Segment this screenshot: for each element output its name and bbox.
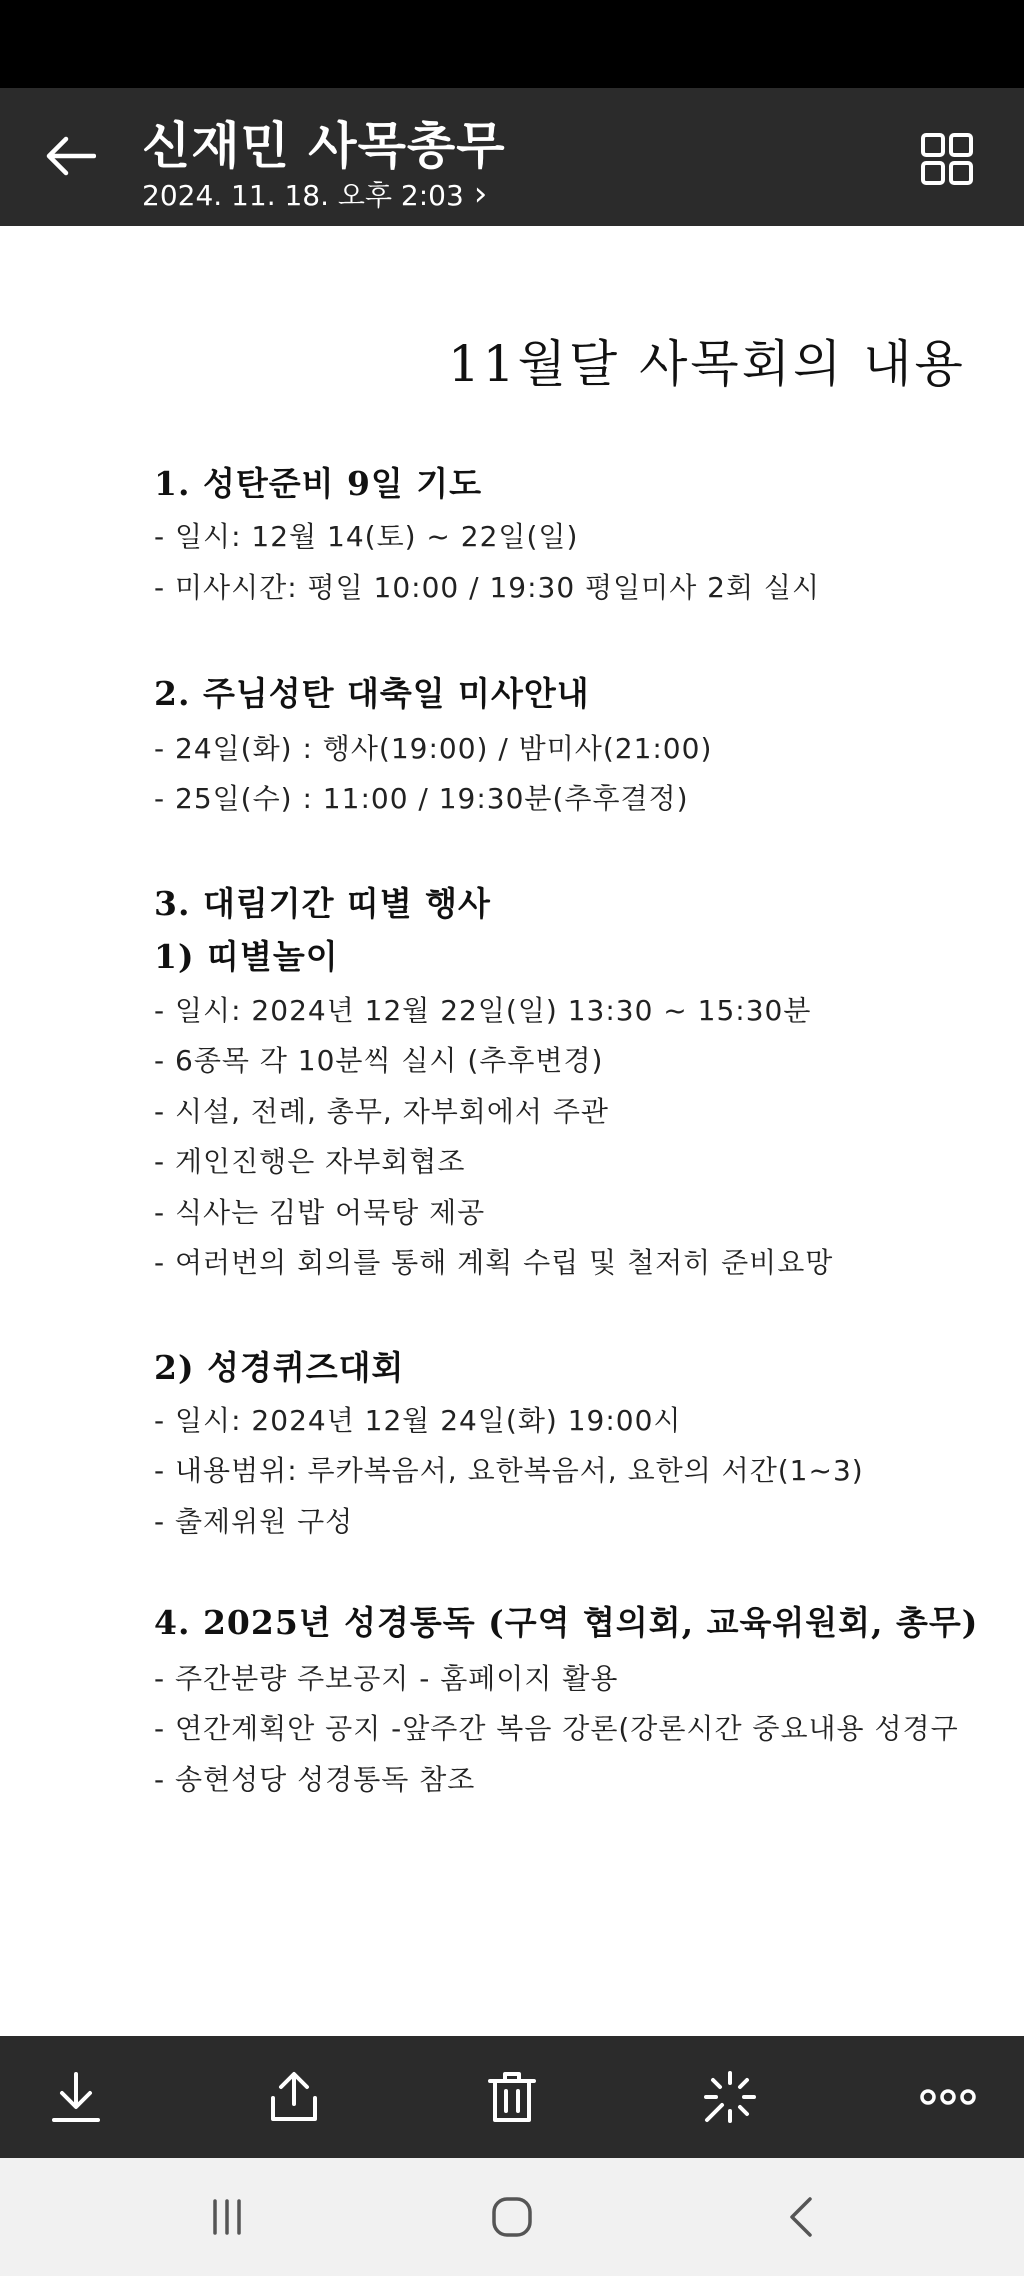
recents-icon: [207, 2197, 247, 2237]
share-button[interactable]: [258, 2061, 330, 2133]
status-bar: [0, 0, 1024, 88]
document-line: - 식사는 김밥 어묵탕 제공: [154, 1196, 486, 1229]
document-title: 11월달 사목회의 내용: [448, 335, 966, 393]
more-icon: [920, 2087, 976, 2107]
home-button[interactable]: [477, 2182, 547, 2252]
document-line: - 게인진행은 자부회협조: [154, 1145, 466, 1178]
recents-button[interactable]: [192, 2182, 262, 2252]
home-icon: [490, 2195, 534, 2239]
document-line: - 주간분량 주보공지 - 홈페이지 활용: [154, 1662, 619, 1695]
document-line: - 일시: 2024년 12월 22일(일) 13:30 ~ 15:30분: [154, 994, 812, 1027]
photo-datetime: 2024. 11. 18. 오후 2:03: [142, 179, 464, 212]
back-icon: [786, 2195, 816, 2239]
view-all-button[interactable]: [912, 124, 982, 194]
system-navigation-bar: [0, 2158, 1024, 2276]
sparkle-icon: [702, 2069, 758, 2125]
document-line: - 25일(수) : 11:00 / 19:30분(추후결정): [154, 782, 689, 815]
section-heading: 4. 2025년 성경통독 (구역 협의회, 교육위원회, 총무): [154, 1603, 979, 1642]
document-line: - 연간계획안 공지 -앞주간 복음 강론(강론시간 중요내용 성경구: [154, 1712, 959, 1745]
subsection-heading: 1) 띠별놀이: [154, 937, 339, 976]
document-line: - 출제위원 구성: [154, 1505, 354, 1538]
document-line: - 일시: 2024년 12월 24일(화) 19:00시: [154, 1404, 682, 1437]
download-icon: [51, 2070, 101, 2124]
document-line: - 미사시간: 평일 10:00 / 19:30 평일미사 2회 실시: [154, 571, 820, 604]
trash-icon: [487, 2069, 537, 2125]
back-button[interactable]: [34, 120, 106, 192]
arrow-left-icon: [44, 136, 96, 176]
effects-button[interactable]: [694, 2061, 766, 2133]
download-button[interactable]: [40, 2061, 112, 2133]
chevron-right-icon: ›: [473, 174, 488, 214]
grid-icon: [920, 132, 974, 186]
subsection-heading: 2) 성경퀴즈대회: [154, 1348, 405, 1387]
section-heading: 3. 대림기간 띠별 행사: [154, 884, 491, 923]
system-back-button[interactable]: [766, 2182, 836, 2252]
document-image[interactable]: [0, 226, 1024, 2036]
bottom-toolbar: [0, 2036, 1024, 2158]
page-title: 신재민 사목총무: [142, 117, 506, 175]
more-options-button[interactable]: [912, 2061, 984, 2133]
section-heading: 1. 성탄준비 9일 기도: [154, 464, 483, 503]
delete-button[interactable]: [476, 2061, 548, 2133]
document-line: - 6종목 각 10분씩 실시 (추후변경): [154, 1044, 604, 1077]
viewer-header: [0, 88, 1024, 226]
document-line: - 여러번의 회의를 통해 계획 수립 및 철저히 준비요망: [154, 1246, 834, 1279]
document-line: - 내용범위: 루카복음서, 요한복음서, 요한의 서간(1~3): [154, 1454, 864, 1487]
document-line: - 시설, 전례, 총무, 자부회에서 주관: [154, 1095, 609, 1128]
document-line: - 송현성당 성경통독 참조: [154, 1763, 476, 1796]
section-heading: 2. 주님성탄 대축일 미사안내: [154, 674, 590, 713]
document-line: - 일시: 12월 14(토) ~ 22일(일): [154, 520, 579, 553]
share-icon: [268, 2070, 320, 2124]
photo-details-link[interactable]: [142, 174, 487, 214]
document-line: - 24일(화) : 행사(19:00) / 밤미사(21:00): [154, 732, 713, 765]
